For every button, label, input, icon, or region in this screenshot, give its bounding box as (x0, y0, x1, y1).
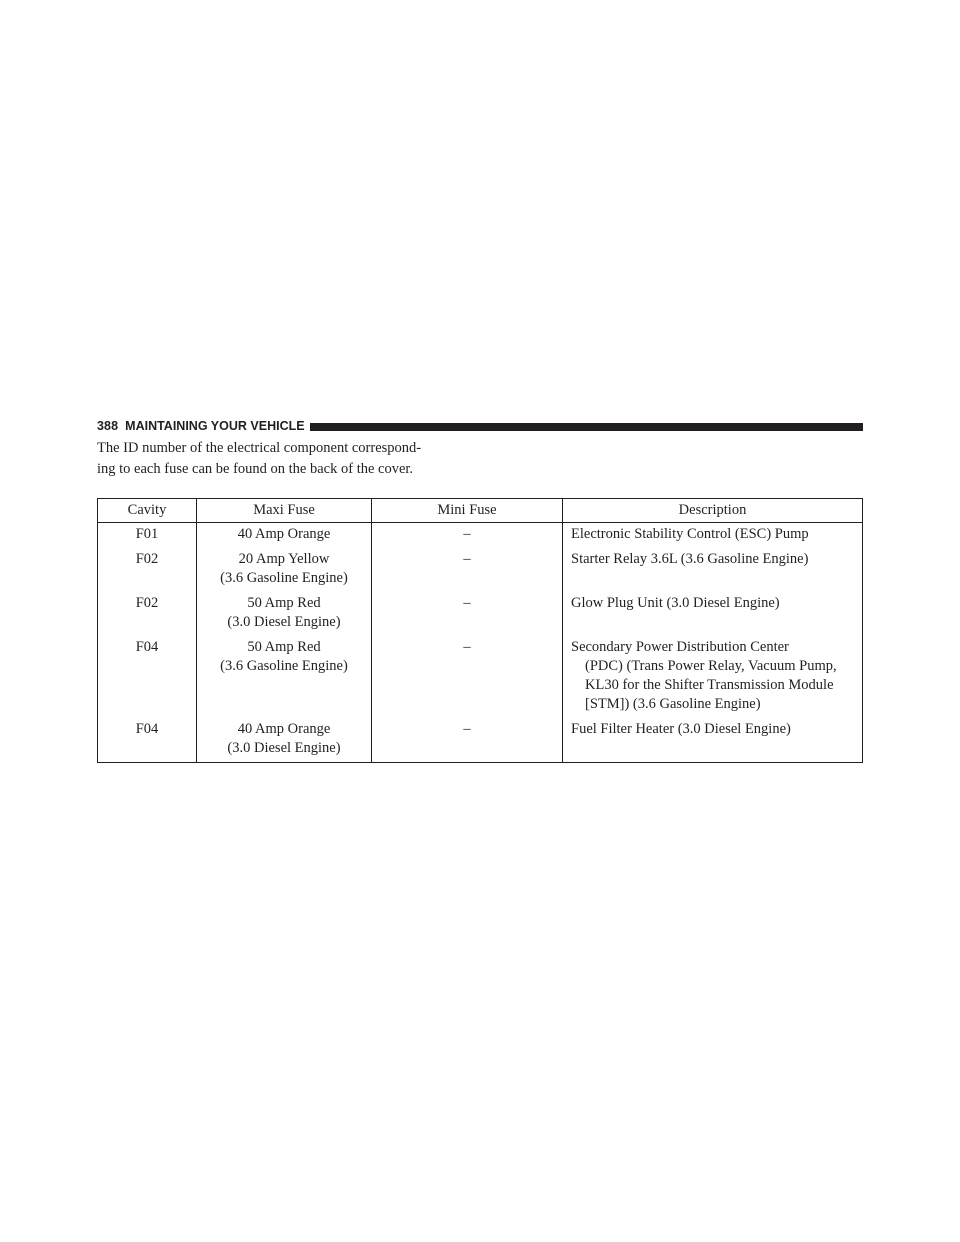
description-line: Starter Relay 3.6L (3.6 Gasoline Engine) (571, 551, 809, 567)
page-header (97, 417, 863, 435)
table-row (98, 592, 863, 636)
table-row (98, 523, 863, 549)
mini-fuse-cell: – (372, 636, 563, 718)
maxi-fuse-cell (197, 592, 372, 636)
maxi-fuse-line: 40 Amp Orange (237, 721, 331, 737)
mini-fuse-cell: – (372, 548, 563, 592)
intro-paragraph (97, 438, 497, 480)
maxi-fuse-line: 40 Amp Orange (237, 526, 331, 542)
description-line: Electronic Stability Control (ESC) Pump (571, 526, 809, 542)
page-number: 388 (97, 419, 119, 433)
cavity-cell: F04 (98, 636, 197, 718)
description-cell (563, 636, 863, 718)
table-row (98, 718, 863, 763)
description-line: (PDC) (Trans Power Relay, Vacuum Pump, (585, 658, 837, 674)
column-header-maxi-fuse: Maxi Fuse (197, 499, 372, 523)
maxi-fuse-cell (197, 523, 372, 549)
description-cell (563, 523, 863, 549)
description-cell (563, 548, 863, 592)
column-header-description: Description (563, 499, 863, 523)
maxi-fuse-line: (3.0 Diesel Engine) (227, 740, 341, 756)
mini-fuse-cell: – (372, 523, 563, 549)
maxi-fuse-cell (197, 548, 372, 592)
column-header-mini-fuse: Mini Fuse (372, 499, 563, 523)
cavity-cell: F04 (98, 718, 197, 763)
description-line: Secondary Power Distribution Center (571, 639, 789, 655)
description-line: [STM]) (3.6 Gasoline Engine) (585, 696, 761, 712)
maxi-fuse-line: (3.6 Gasoline Engine) (220, 658, 348, 674)
cavity-cell: F02 (98, 592, 197, 636)
description-cell (563, 718, 863, 763)
maxi-fuse-cell (197, 718, 372, 763)
header-rule (310, 423, 863, 431)
description-line: Fuel Filter Heater (3.0 Diesel Engine) (571, 721, 791, 737)
mini-fuse-cell: – (372, 592, 563, 636)
cavity-cell: F01 (98, 523, 197, 549)
table-header-row (98, 499, 863, 523)
maxi-fuse-line: (3.6 Gasoline Engine) (220, 570, 348, 586)
maxi-fuse-line: 20 Amp Yellow (238, 551, 330, 567)
description-cell (563, 592, 863, 636)
cavity-cell: F02 (98, 548, 197, 592)
maxi-fuse-cell (197, 636, 372, 718)
maxi-fuse-line: 50 Amp Red (247, 639, 321, 655)
fuse-table (97, 498, 863, 763)
table-row (98, 636, 863, 718)
maxi-fuse-line: (3.0 Diesel Engine) (227, 614, 341, 630)
intro-line: The ID number of the electrical component correspond- (97, 440, 422, 456)
maxi-fuse-line: 50 Amp Red (247, 595, 321, 611)
section-title: MAINTAINING YOUR VEHICLE (125, 419, 305, 433)
intro-line: ing to each fuse can be found on the back of the cover. (97, 461, 414, 477)
column-header-cavity: Cavity (98, 499, 197, 523)
description-line: Glow Plug Unit (3.0 Diesel Engine) (571, 595, 780, 611)
table-row (98, 548, 863, 592)
mini-fuse-cell: – (372, 718, 563, 763)
description-line: KL30 for the Shifter Transmission Module (585, 677, 834, 693)
